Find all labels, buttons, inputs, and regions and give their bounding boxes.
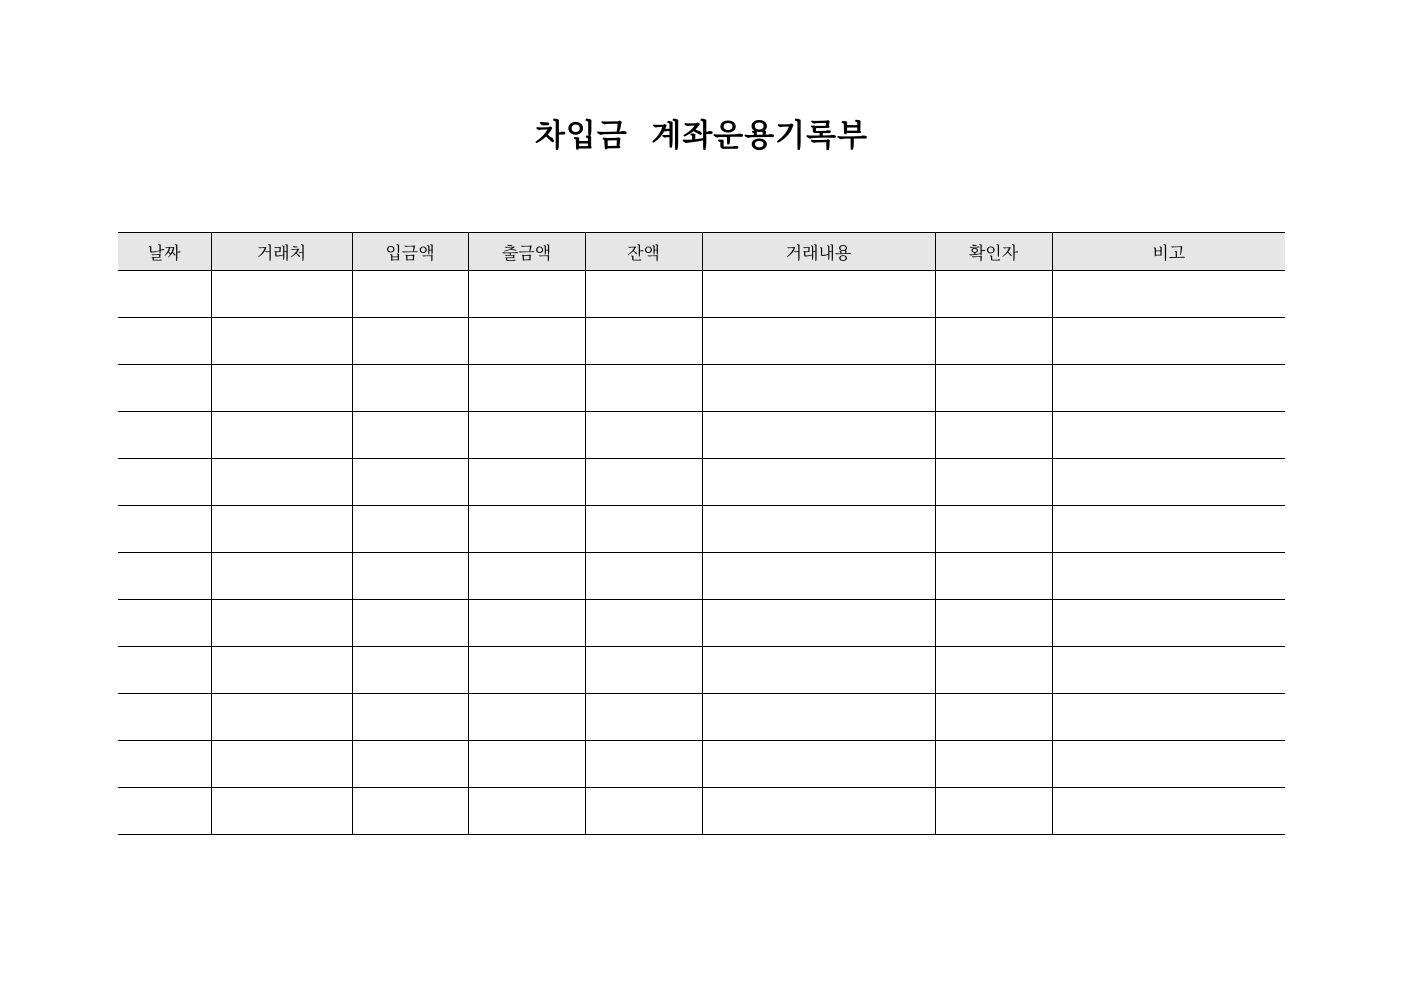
table-cell-verifier[interactable] (935, 318, 1052, 365)
table-cell-remarks[interactable] (1052, 318, 1285, 365)
table-cell-withdrawal[interactable] (468, 318, 585, 365)
table-cell-remarks[interactable] (1052, 600, 1285, 647)
table-cell-verifier[interactable] (935, 365, 1052, 412)
table-cell-counterparty[interactable] (211, 318, 352, 365)
table-cell-counterparty[interactable] (211, 647, 352, 694)
table-cell-description[interactable] (702, 412, 935, 459)
table-cell-description[interactable] (702, 506, 935, 553)
table-row (118, 600, 1285, 647)
table-cell-verifier[interactable] (935, 600, 1052, 647)
table-cell-description[interactable] (702, 271, 935, 318)
table-cell-date[interactable] (118, 694, 211, 741)
table-cell-counterparty[interactable] (211, 600, 352, 647)
table-cell-withdrawal[interactable] (468, 271, 585, 318)
table-cell-date[interactable] (118, 600, 211, 647)
table-cell-verifier[interactable] (935, 788, 1052, 835)
table-cell-counterparty[interactable] (211, 459, 352, 506)
table-cell-withdrawal[interactable] (468, 647, 585, 694)
table-cell-balance[interactable] (585, 694, 702, 741)
table-cell-balance[interactable] (585, 788, 702, 835)
table-row (118, 647, 1285, 694)
table-row (118, 553, 1285, 600)
table-row (118, 365, 1285, 412)
table-cell-verifier[interactable] (935, 412, 1052, 459)
page-title: 차입금 계좌운용기록부 (534, 118, 869, 154)
table-row (118, 741, 1285, 788)
table-cell-counterparty[interactable] (211, 412, 352, 459)
header-row (118, 233, 1285, 271)
table-cell-description[interactable] (702, 365, 935, 412)
table-cell-verifier[interactable] (935, 271, 1052, 318)
table-cell-remarks[interactable] (1052, 694, 1285, 741)
table-cell-description[interactable] (702, 459, 935, 506)
table-cell-remarks[interactable] (1052, 365, 1285, 412)
table-cell-verifier[interactable] (935, 459, 1052, 506)
table-cell-deposit[interactable] (352, 553, 468, 600)
table-cell-balance[interactable] (585, 318, 702, 365)
table-cell-remarks[interactable] (1052, 271, 1285, 318)
table-cell-remarks[interactable] (1052, 553, 1285, 600)
table-cell-deposit[interactable] (352, 271, 468, 318)
table-cell-counterparty[interactable] (211, 271, 352, 318)
table-cell-remarks[interactable] (1052, 459, 1285, 506)
table-cell-remarks[interactable] (1052, 412, 1285, 459)
table-cell-counterparty[interactable] (211, 553, 352, 600)
table-cell-withdrawal[interactable] (468, 600, 585, 647)
table-cell-date[interactable] (118, 647, 211, 694)
table-cell-verifier[interactable] (935, 553, 1052, 600)
table-cell-date[interactable] (118, 553, 211, 600)
table-cell-balance[interactable] (585, 600, 702, 647)
table-cell-description[interactable] (702, 741, 935, 788)
table-cell-remarks[interactable] (1052, 741, 1285, 788)
table-cell-counterparty[interactable] (211, 506, 352, 553)
table-cell-withdrawal[interactable] (468, 365, 585, 412)
table-row (118, 694, 1285, 741)
table-cell-description[interactable] (702, 553, 935, 600)
table-cell-remarks[interactable] (1052, 647, 1285, 694)
table-cell-balance[interactable] (585, 506, 702, 553)
table-cell-balance[interactable] (585, 365, 702, 412)
table-cell-date[interactable] (118, 741, 211, 788)
table-cell-withdrawal[interactable] (468, 506, 585, 553)
table-cell-remarks[interactable] (1052, 506, 1285, 553)
column-header-balance: 잔액 (585, 233, 702, 271)
table-row (118, 412, 1285, 459)
table-row (118, 271, 1285, 318)
table-cell-verifier[interactable] (935, 506, 1052, 553)
table-cell-withdrawal[interactable] (468, 412, 585, 459)
table-cell-date[interactable] (118, 788, 211, 835)
table-cell-remarks[interactable] (1052, 788, 1285, 835)
table-cell-deposit[interactable] (352, 506, 468, 553)
column-header-counterparty: 거래처 (211, 233, 352, 271)
table-cell-counterparty[interactable] (211, 694, 352, 741)
table-cell-description[interactable] (702, 600, 935, 647)
table-cell-date[interactable] (118, 506, 211, 553)
table-cell-counterparty[interactable] (211, 741, 352, 788)
table-cell-deposit[interactable] (352, 694, 468, 741)
table-cell-deposit[interactable] (352, 318, 468, 365)
table-row (118, 459, 1285, 506)
table-cell-deposit[interactable] (352, 741, 468, 788)
table-cell-verifier[interactable] (935, 694, 1052, 741)
table-cell-description[interactable] (702, 694, 935, 741)
table-row (118, 506, 1285, 553)
table-cell-date[interactable] (118, 271, 211, 318)
table-cell-withdrawal[interactable] (468, 553, 585, 600)
table-cell-date[interactable] (118, 459, 211, 506)
table-cell-deposit[interactable] (352, 647, 468, 694)
table-cell-counterparty[interactable] (211, 788, 352, 835)
table-cell-verifier[interactable] (935, 741, 1052, 788)
column-header-date: 날짜 (118, 233, 211, 271)
table-cell-description[interactable] (702, 788, 935, 835)
table-cell-counterparty[interactable] (211, 365, 352, 412)
table-cell-deposit[interactable] (352, 600, 468, 647)
table-cell-balance[interactable] (585, 459, 702, 506)
table-cell-deposit[interactable] (352, 365, 468, 412)
table-row (118, 318, 1285, 365)
table-cell-date[interactable] (118, 412, 211, 459)
table-cell-withdrawal[interactable] (468, 459, 585, 506)
table-cell-date[interactable] (118, 318, 211, 365)
table-cell-verifier[interactable] (935, 647, 1052, 694)
column-header-verifier: 확인자 (935, 233, 1052, 271)
table-cell-balance[interactable] (585, 553, 702, 600)
table-cell-balance[interactable] (585, 741, 702, 788)
table-cell-balance[interactable] (585, 271, 702, 318)
table-cell-withdrawal[interactable] (468, 694, 585, 741)
table-cell-date[interactable] (118, 365, 211, 412)
ledger-body (118, 271, 1285, 835)
table-cell-withdrawal[interactable] (468, 741, 585, 788)
table-cell-deposit[interactable] (352, 459, 468, 506)
table-cell-balance[interactable] (585, 647, 702, 694)
table-cell-balance[interactable] (585, 412, 702, 459)
table-cell-withdrawal[interactable] (468, 788, 585, 835)
column-header-remarks: 비고 (1052, 233, 1285, 271)
table-cell-deposit[interactable] (352, 412, 468, 459)
table-cell-deposit[interactable] (352, 788, 468, 835)
column-header-description: 거래내용 (702, 233, 935, 271)
column-header-deposit: 입금액 (352, 233, 468, 271)
column-header-withdrawal: 출금액 (468, 233, 585, 271)
table-row (118, 788, 1285, 835)
ledger-table (118, 232, 1285, 835)
table-cell-description[interactable] (702, 318, 935, 365)
table-cell-description[interactable] (702, 647, 935, 694)
